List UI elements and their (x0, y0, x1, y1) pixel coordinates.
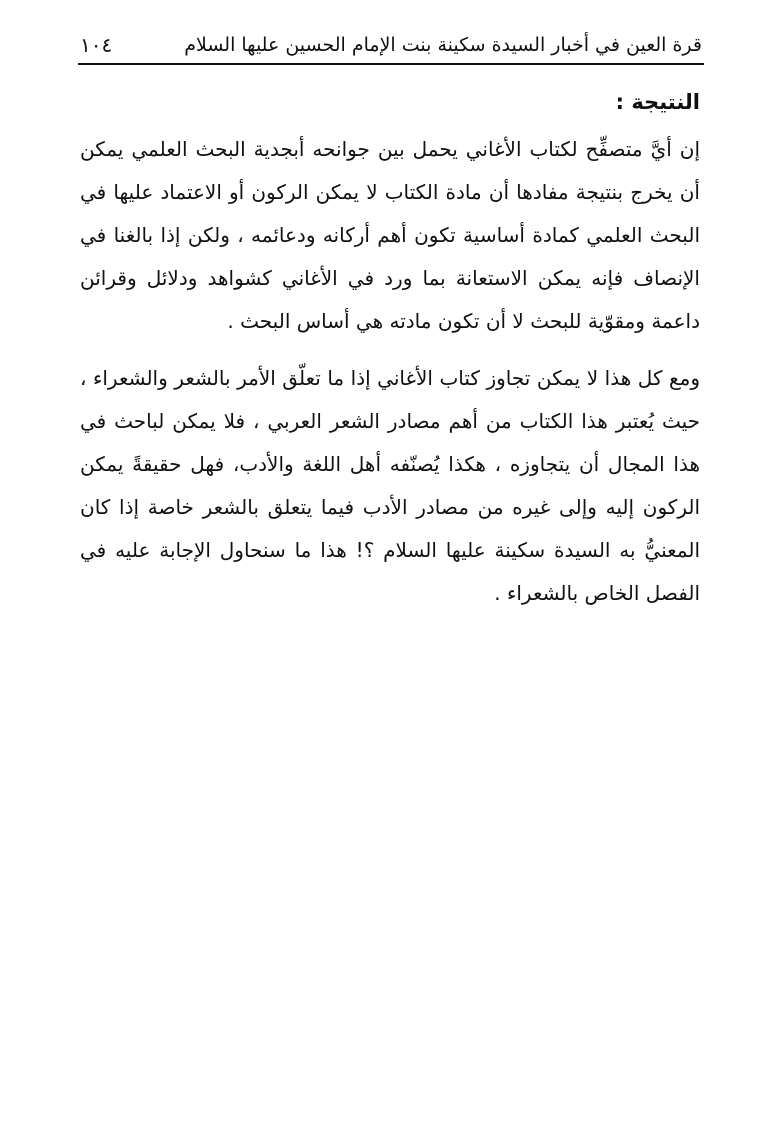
paragraph-2: ومع كل هذا لا يمكن تجاوز كتاب الأغاني إذا ما تعلّق الأمر بالشعر والشعراء ، حيث يُعتبر هذا الكتاب من أهم مصادر الشعر العربي ، فلا يمكن لباحث في هذا المجال أن يتجاوزه ، هكذا يُصنّفه أهل اللغة والأدب، فهل حقيقةً يمكن الركون إليه وإلى غيره من مصادر الأدب فيما يتعلق بالشعر خاصة إذا كان المعنيُّ به السيدة سكينة عليها السلام ؟! هذا ما سنحاول الإجابة عليه في الفصل الخاص بالشعراء . (80, 366, 700, 605)
page-number: ١٠٤ (80, 33, 113, 57)
page-content (80, 84, 700, 615)
running-header (80, 28, 702, 62)
header-divider (78, 63, 704, 65)
paragraph-1: إن أيَّ متصفِّح لكتاب الأغاني يحمل بين جوانحه أبجدية البحث العلمي يمكن أن يخرج بنتيجة مفادها أن مادة الكتاب لا يمكن الركون أو الاعتماد عليها في البحث العلمي كمادة أساسية تكون أهم أركانه ودعائمه ، ولكن إذا بالغنا في الإنصاف فإنه يمكن الاستعانة بما ورد في الأغاني كشواهد ودلائل وقرائن داعمة ومقوّية للبحث لا أن تكون مادته هي أساس البحث . (80, 137, 700, 333)
section-heading: النتيجة : (615, 90, 700, 114)
header-book-title: قرة العين في أخبار السيدة سكينة بنت الإمام الحسين عليها السلام (184, 34, 702, 56)
